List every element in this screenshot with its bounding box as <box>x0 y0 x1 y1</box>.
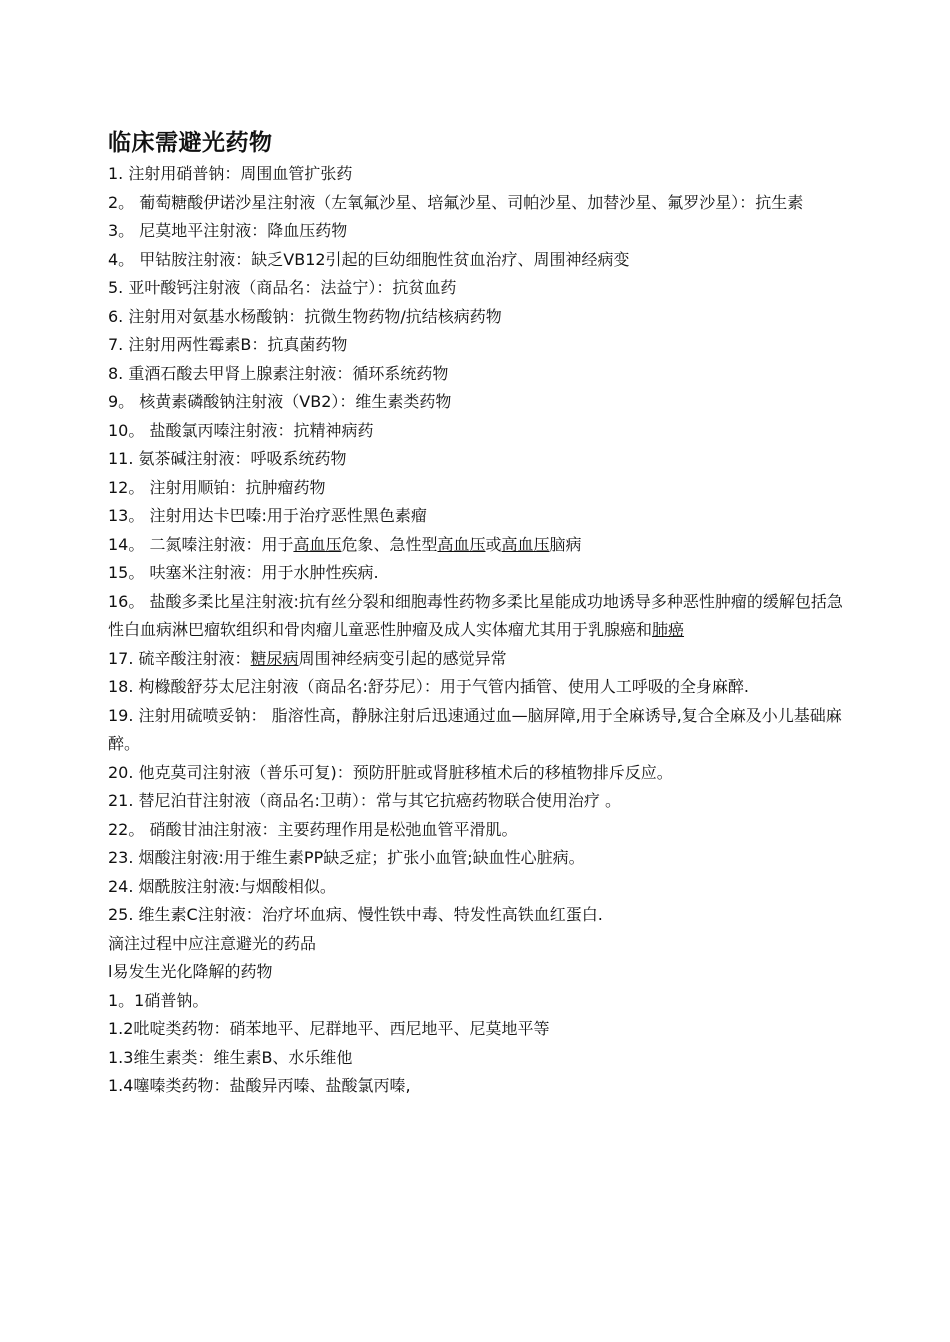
appendix-line: 1.4噻嗪类药物：盐酸异丙嗪、盐酸氯丙嗪, <box>108 1076 411 1095</box>
drug-item <box>108 531 848 560</box>
appendix-line: 1.3维生素类：维生素B、水乐维他 <box>108 1047 353 1067</box>
item-text: 22。 硝酸甘油注射液：主要药理作用是松弛血管平滑肌。 <box>108 819 518 839</box>
item-text: 或 <box>485 534 502 554</box>
item-text: 25. 维生素C注射液：治疗坏血病、慢性铁中毒、特发性高铁血红蛋白. <box>108 905 603 924</box>
item-text: 20. 他克莫司注射液（普乐可复)：预防肝脏或肾脏移植术后的移植物排斥反应。 <box>108 762 673 782</box>
drug-item <box>108 844 848 873</box>
item-text: 14。 二氮嗪注射液：用于 <box>108 534 294 554</box>
hyperlink-term[interactable]: 高血压 <box>501 534 550 554</box>
drug-list <box>108 160 848 930</box>
item-text: 23. 烟酸注射液:用于维生素PP缺乏症；扩张小血管;缺血性心脏病。 <box>108 848 585 867</box>
appendix-line: 1.2吡啶类药物：硝苯地平、尼群地平、西尼地平、尼莫地平等 <box>108 1019 550 1038</box>
item-text: 脑病 <box>549 534 582 554</box>
drug-item <box>108 388 848 417</box>
drug-item <box>108 274 848 303</box>
drug-item <box>108 588 848 645</box>
drug-item <box>108 189 848 218</box>
item-text: 周围神经病变引起的感觉异常 <box>298 648 507 668</box>
hyperlink-term[interactable]: 肺癌 <box>652 620 685 639</box>
drug-item <box>108 360 848 389</box>
document-title: 临床需避光药物 <box>108 130 273 156</box>
item-text: 24. 烟酰胺注射液:与烟酸相似。 <box>108 876 336 896</box>
item-text: 17. 硫辛酸注射液： <box>108 648 251 668</box>
drug-item <box>108 901 848 930</box>
drug-item <box>108 445 848 474</box>
item-text: 2。 葡萄糖酸伊诺沙星注射液（左氧氟沙星、培氟沙星、司帕沙星、加替沙星、氟罗沙星）：抗生素 <box>108 192 804 212</box>
item-text: 危象、急性型 <box>341 534 438 554</box>
drug-item <box>108 246 848 275</box>
drug-item <box>108 673 848 702</box>
item-text: 11. 氨茶碱注射液：呼吸系统药物 <box>108 449 347 468</box>
hyperlink-term[interactable]: 高血压 <box>437 534 486 554</box>
item-text: 16。 盐酸多柔比星注射液:抗有丝分裂和细胞毒性药物多柔比星能成功地诱导多种恶性肿瘤的缓解包括急性白血病淋巴瘤软组织和骨肉瘤儿童恶性肿瘤及成人实体瘤尤其用于乳腺癌和 <box>108 591 843 639</box>
item-text: 13。 注射用达卡巴嗪:用于治疗恶性黑色素瘤 <box>108 506 427 525</box>
item-text: 9。 核黄素磷酸钠注射液（VB2）：维生素类药物 <box>108 392 452 411</box>
item-text: 19. 注射用硫喷妥钠： 脂溶性高，静脉注射后迅速通过血—脑屏障,用于全麻诱导,复合全麻及小儿基础麻醉。 <box>108 705 842 753</box>
item-text: 7. 注射用两性霉素B：抗真菌药物 <box>108 335 348 354</box>
appendix-line: 滴注过程中应注意避光的药品 <box>108 933 317 953</box>
item-text: 1. 注射用硝普钠：周围血管扩张药 <box>108 164 353 183</box>
document-page <box>108 128 848 1101</box>
drug-item <box>108 645 848 674</box>
item-text: 18. 枸橼酸舒芬太尼注射液（商品名:舒芬尼）：用于气管内插管、使用人工呼吸的全身麻醉. <box>108 677 750 696</box>
drug-item <box>108 160 848 189</box>
item-text: 8. 重酒石酸去甲肾上腺素注射液：循环系统药物 <box>108 363 449 383</box>
drug-item <box>108 873 848 902</box>
appendix-line: l易发生光化降解的药物 <box>108 962 273 981</box>
drug-item <box>108 217 848 246</box>
item-text: 6. 注射用对氨基水杨酸钠：抗微生物药物/抗结核病药物 <box>108 306 502 326</box>
drug-item <box>108 502 848 531</box>
drug-item <box>108 417 848 446</box>
item-text: 21. 替尼泊苷注射液（商品名:卫萌）：常与其它抗癌药物联合使用治疗 。 <box>108 791 622 810</box>
drug-item <box>108 787 848 816</box>
appendix-line: 1。1硝普钠。 <box>108 990 209 1010</box>
drug-item <box>108 559 848 588</box>
item-text: 4。 甲钴胺注射液：缺乏VB12引起的巨幼细胞性贫血治疗、周围神经病变 <box>108 249 630 269</box>
drug-item <box>108 303 848 332</box>
item-text: 12。 注射用顺铂：抗肿瘤药物 <box>108 477 326 497</box>
drug-item <box>108 816 848 845</box>
item-text: 10。 盐酸氯丙嗪注射液：抗精神病药 <box>108 420 374 440</box>
drug-item <box>108 474 848 503</box>
drug-item <box>108 759 848 788</box>
hyperlink-term[interactable]: 高血压 <box>293 534 342 554</box>
item-text: 5. 亚叶酸钙注射液（商品名：法益宁）：抗贫血药 <box>108 278 457 297</box>
item-text: 15。 呋塞米注射液：用于水肿性疾病. <box>108 563 379 582</box>
appendix-section <box>108 930 848 1101</box>
hyperlink-term[interactable]: 糖尿病 <box>250 648 299 668</box>
drug-item <box>108 331 848 360</box>
item-text: 3。 尼莫地平注射液：降血压药物 <box>108 221 348 240</box>
drug-item <box>108 702 848 759</box>
